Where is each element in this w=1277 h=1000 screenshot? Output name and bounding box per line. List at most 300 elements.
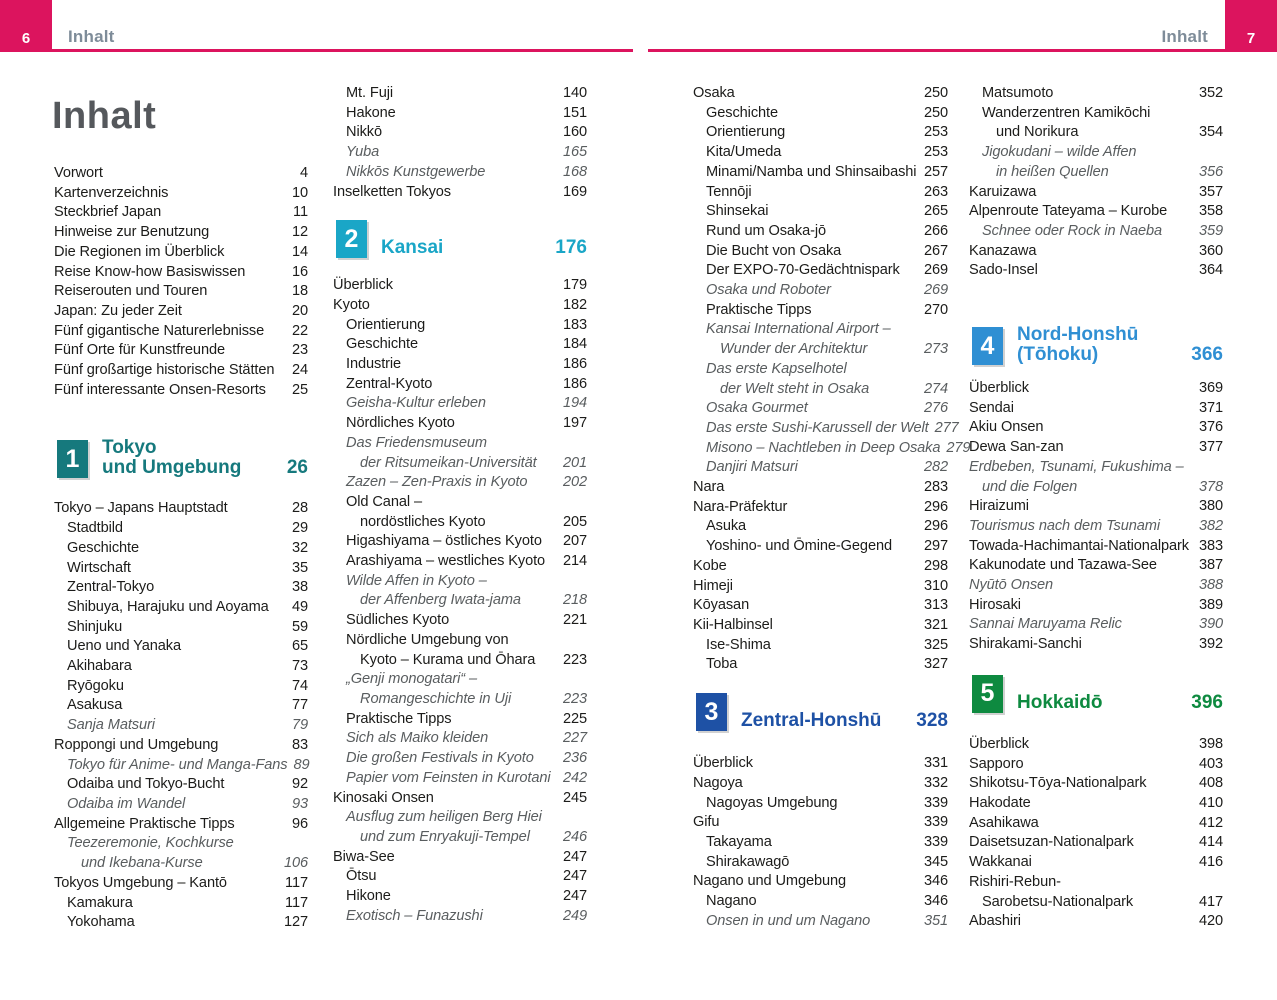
toc-entry — [333, 572, 587, 592]
toc-entry — [969, 615, 1223, 635]
toc-entry — [54, 184, 308, 204]
toc-entry-page: 339 — [923, 794, 948, 811]
toc-entry — [333, 828, 587, 848]
toc-entry-page: 346 — [923, 893, 948, 910]
toc-entry — [693, 616, 948, 636]
toc-entry — [693, 517, 948, 537]
toc-entry — [333, 591, 587, 611]
toc-entry — [693, 320, 948, 340]
section-header — [969, 325, 1223, 365]
toc-entry-label: Zazen – Zen-Praxis in Kyoto — [346, 474, 528, 491]
toc-entry-label: Tokyos Umgebung – Kantō — [54, 874, 227, 891]
toc-entry-label: Das Friedensmuseum — [346, 434, 487, 451]
toc-entry-label: Ōtsu — [346, 868, 377, 885]
toc-entry-label: und Norikura — [996, 124, 1079, 141]
toc-entry-page: 223 — [562, 690, 587, 707]
toc-entry-label: Tourismus nach dem Tsunami — [969, 517, 1160, 534]
toc-entry-page: 4 — [299, 165, 308, 181]
section-title: Kansai — [381, 237, 444, 259]
toc-entry — [693, 655, 948, 675]
toc-entry — [969, 556, 1223, 576]
toc-entry-page: 420 — [1198, 913, 1223, 930]
toc-entry — [969, 379, 1223, 399]
toc-entry — [54, 578, 308, 598]
toc-entry-page: 11 — [293, 204, 308, 221]
toc-entry-label: Überblick — [333, 277, 393, 294]
toc-entry — [333, 907, 587, 927]
toc-entry-label: Überblick — [693, 755, 753, 772]
toc-entry — [333, 769, 587, 789]
toc-entry-label: Sado-Insel — [969, 262, 1038, 279]
toc-entry-label: der Welt steht in Osaka — [720, 380, 870, 397]
toc-entry-label: Alpenroute Tateyama – Kurobe — [969, 203, 1168, 220]
toc-entry-page: 250 — [923, 85, 948, 101]
toc-entry — [54, 618, 308, 638]
toc-entry-label: Shibuya, Harajuku und Aoyama — [67, 598, 269, 615]
toc-entry — [693, 892, 948, 912]
toc-entry-label: Asuka — [706, 518, 747, 535]
right-header-rule — [648, 49, 1225, 52]
toc-entry-label: Stadtbild — [67, 520, 123, 537]
toc-entry-label: Old Canal – — [346, 493, 422, 510]
toc-entry-page: 24 — [291, 362, 308, 379]
toc-entry-label: Hirosaki — [969, 596, 1021, 613]
toc-entry-page: 269 — [923, 282, 948, 299]
toc-entry-label: Yoshino- und Ōmine-Gegend — [706, 538, 892, 555]
toc-entry-page: 32 — [291, 539, 308, 556]
toc-entry-page: 376 — [1198, 419, 1223, 436]
toc-entry-label: Sendai — [969, 399, 1014, 416]
toc-entry — [333, 729, 587, 749]
toc-entry-page: 276 — [923, 400, 948, 417]
toc-entry-label: Kinosaki Onsen — [333, 789, 434, 806]
toc-entry — [54, 815, 308, 835]
toc-entry — [54, 894, 308, 914]
toc-entry — [333, 84, 587, 104]
toc-entry-page: 403 — [1198, 755, 1223, 772]
toc-entry-label: Shirakawagō — [706, 853, 790, 870]
toc-entry — [969, 873, 1223, 893]
toc-entry-group — [969, 379, 1223, 655]
toc-entry-page: 14 — [291, 243, 308, 260]
toc-entry — [333, 163, 587, 183]
section-number-box: 3 — [696, 693, 727, 731]
toc-entry-page: 194 — [562, 395, 587, 412]
toc-entry-label: Erdbeben, Tsunami, Fukushima – — [969, 458, 1184, 475]
toc-entry — [333, 335, 587, 355]
toc-entry — [693, 104, 948, 124]
toc-entry-page: 297 — [923, 538, 948, 555]
toc-entry-label: Wakkanai — [969, 854, 1032, 871]
toc-entry — [54, 164, 308, 184]
toc-entry — [693, 577, 948, 597]
toc-entry-label: Wirtschaft — [67, 559, 131, 576]
toc-entry-label: „Genji monogatari“ – — [346, 671, 478, 688]
toc-entry-label: Überblick — [969, 735, 1029, 752]
toc-entry — [969, 104, 1223, 124]
toc-entry-page: 412 — [1198, 814, 1223, 831]
toc-entry-label: Dewa San-zan — [969, 439, 1064, 456]
toc-entry-label: Ueno und Yanaka — [67, 638, 181, 655]
toc-entry-label: Nördliche Umgebung von — [346, 631, 509, 648]
toc-entry-label: Hakone — [346, 104, 396, 121]
toc-entry-page: 38 — [291, 579, 308, 596]
toc-entry-label: Japan: Zu jeder Zeit — [54, 302, 182, 319]
toc-entry-page: 106 — [283, 855, 308, 872]
toc-entry-page: 223 — [562, 651, 587, 668]
toc-entry — [969, 497, 1223, 517]
toc-entry — [969, 202, 1223, 222]
toc-entry-page: 298 — [923, 557, 948, 574]
toc-entry-label: Nikkō — [346, 124, 382, 141]
toc-entry — [333, 789, 587, 809]
toc-entry-page: 279 — [946, 439, 971, 456]
toc-entry-label: Geschichte — [67, 539, 140, 556]
toc-entry — [333, 808, 587, 828]
toc-entry-label: Sannai Maruyama Relic — [969, 616, 1122, 633]
toc-entry-label: Kii-Halbinsel — [693, 616, 773, 633]
toc-entry-label: Jigokudani – wilde Affen — [982, 144, 1137, 161]
toc-entry — [333, 493, 587, 513]
toc-entry-page: 390 — [1198, 616, 1223, 633]
toc-entry-page: 274 — [923, 380, 948, 397]
toc-entry — [54, 696, 308, 716]
toc-entry-label: Ryōgoku — [67, 677, 124, 694]
toc-entry-page: 273 — [923, 341, 948, 358]
toc-entry-label: und die Folgen — [982, 478, 1078, 495]
toc-entry-label: Fünf gigantische Naturerlebnisse — [54, 322, 265, 339]
section-number-box: 2 — [336, 220, 367, 258]
toc-entry-page: 218 — [562, 592, 587, 609]
toc-entry — [333, 887, 587, 907]
toc-entry — [969, 576, 1223, 596]
toc-entry-label: Kobe — [693, 557, 727, 574]
toc-entry-label: Hinweise zur Benutzung — [54, 224, 210, 241]
toc-entry — [969, 755, 1223, 775]
toc-entry-label: Vorwort — [54, 165, 103, 181]
toc-entry — [333, 867, 587, 887]
section-title: Hokkaidō — [1017, 691, 1103, 713]
toc-entry-label: Kamakura — [67, 894, 133, 911]
toc-entry-label: nordöstliches Kyoto — [360, 513, 486, 530]
toc-entry-page: 23 — [291, 342, 308, 359]
toc-entry-page: 214 — [562, 553, 587, 570]
toc-entry-page: 96 — [291, 815, 308, 832]
toc-entry — [693, 636, 948, 656]
toc-entry-label: Himeji — [693, 577, 733, 594]
toc-entry-label: Geisha-Kultur erleben — [346, 395, 486, 412]
toc-entry — [969, 635, 1223, 655]
toc-entry-page: 249 — [562, 907, 587, 924]
toc-entry — [54, 874, 308, 894]
toc-entry — [333, 394, 587, 414]
toc-entry-page: 74 — [291, 677, 308, 694]
toc-entry-page: 389 — [1198, 596, 1223, 613]
toc-entry-label: Reiserouten und Touren — [54, 283, 208, 300]
toc-entry — [969, 123, 1223, 143]
toc-entry-label: Geschichte — [706, 104, 779, 121]
toc-entry — [693, 419, 959, 439]
toc-entry-label: Osaka Gourmet — [706, 400, 808, 417]
toc-entry-page: 354 — [1198, 124, 1223, 141]
toc-entry-page: 398 — [1198, 735, 1223, 752]
toc-entry-page: 410 — [1198, 794, 1223, 811]
toc-entry-page: 79 — [291, 717, 308, 734]
toc-entry-page: 49 — [291, 598, 308, 615]
toc-entry-page: 339 — [923, 814, 948, 831]
toc-entry-page: 283 — [923, 479, 948, 496]
toc-entry — [54, 361, 308, 381]
toc-entry-page: 352 — [1198, 85, 1223, 101]
toc-entry — [693, 833, 948, 853]
toc-entry — [693, 537, 948, 557]
section-page-number: 396 — [1191, 691, 1223, 713]
section-header — [54, 438, 308, 478]
toc-entry — [333, 611, 587, 631]
toc-entry-page: 16 — [291, 263, 308, 280]
toc-entry-page: 93 — [291, 795, 308, 812]
toc-entry-label: Orientierung — [346, 316, 426, 333]
toc-entry — [969, 458, 1223, 478]
toc-entry — [54, 795, 308, 815]
toc-entry — [693, 340, 948, 360]
toc-entry-label: Nara — [693, 479, 725, 496]
right-page-number-badge — [1225, 0, 1277, 52]
toc-entry-label: Biwa-See — [333, 848, 395, 865]
toc-entry-label: Das erste Kapselhotel — [706, 360, 847, 377]
toc-entry-label: Kakunodate und Tazawa-See — [969, 557, 1157, 574]
toc-entry-label: Rishiri-Rebun- — [969, 873, 1061, 890]
right-running-head: Inhalt — [1161, 27, 1208, 46]
toc-entry-page: 10 — [291, 184, 308, 201]
toc-entry — [54, 598, 308, 618]
toc-entry-label: Orientierung — [706, 124, 786, 141]
toc-entry-label: Danjiri Matsuri — [706, 459, 798, 476]
toc-entry-label: Nagoya — [693, 774, 743, 791]
section-header — [969, 675, 1223, 713]
toc-entry-label: Abashiri — [969, 913, 1021, 930]
toc-entry-page: 263 — [923, 183, 948, 200]
toc-entry — [969, 814, 1223, 834]
toc-entry — [333, 454, 587, 474]
toc-entry-label: Papier vom Feinsten in Kurotani — [346, 769, 551, 786]
toc-entry — [54, 322, 308, 342]
toc-entry — [969, 84, 1223, 104]
toc-entry — [969, 222, 1223, 242]
toc-entry-label: Praktische Tipps — [346, 710, 452, 727]
toc-entry — [333, 434, 587, 454]
toc-entry-label: der Ritsumeikan-Universität — [360, 454, 537, 471]
toc-entry — [54, 559, 308, 579]
toc-entry-page: 369 — [1198, 380, 1223, 397]
toc-entry-label: Nikkōs Kunstgewerbe — [346, 163, 486, 180]
toc-entry — [333, 143, 587, 163]
toc-entry-label: Karuizawa — [969, 183, 1037, 200]
left-running-head: Inhalt — [68, 27, 115, 46]
toc-entry — [693, 458, 948, 478]
toc-entry — [969, 242, 1223, 262]
toc-entry-label: Rund um Osaka-jō — [706, 222, 827, 239]
toc-entry — [54, 243, 308, 263]
toc-entry — [54, 834, 308, 854]
left-page-number: 6 — [21, 30, 31, 47]
toc-entry-page: 253 — [923, 144, 948, 161]
toc-entry-page: 151 — [562, 104, 587, 121]
toc-entry-label: Kartenverzeichnis — [54, 184, 169, 201]
toc-entry-page: 20 — [291, 302, 308, 319]
toc-entry-page: 184 — [562, 336, 587, 353]
toc-entry-label: Asahikawa — [969, 814, 1039, 831]
toc-entry-page: 245 — [562, 789, 587, 806]
toc-entry-label: Nara-Präfektur — [693, 498, 788, 515]
toc-entry-label: Onsen in und um Nagano — [706, 912, 871, 929]
section-header — [333, 220, 587, 258]
toc-entry-page: 325 — [923, 636, 948, 653]
toc-entry — [54, 775, 308, 795]
toc-entry — [969, 893, 1223, 913]
toc-entry — [969, 517, 1223, 537]
toc-entry — [693, 301, 948, 321]
toc-entry — [693, 478, 948, 498]
toc-entry-label: Kyoto — [333, 296, 370, 313]
toc-entry-page: 165 — [562, 144, 587, 161]
toc-entry-label: Sapporo — [969, 755, 1024, 772]
toc-entry — [969, 399, 1223, 419]
toc-entry — [333, 749, 587, 769]
toc-entry-label: Kita/Umeda — [706, 144, 782, 161]
toc-entry — [693, 912, 948, 932]
toc-entry-page: 179 — [562, 277, 587, 294]
toc-entry-page: 331 — [923, 755, 948, 772]
toc-entry-group — [693, 84, 971, 675]
toc-entry-page: 221 — [562, 612, 587, 629]
toc-entry — [693, 853, 948, 873]
section-page-number: 366 — [1191, 344, 1223, 366]
toc-entry-page: 12 — [291, 224, 308, 241]
toc-entry-label: Gifu — [693, 814, 720, 831]
section-page-number: 176 — [555, 237, 587, 259]
toc-entry-label: Hiraizumi — [969, 498, 1029, 515]
toc-entry — [969, 912, 1223, 932]
toc-entry-label: Fünf großartige historische Stätten — [54, 362, 275, 379]
toc-entry-page: 270 — [923, 301, 948, 318]
toc-entry — [54, 677, 308, 697]
toc-entry — [693, 163, 948, 183]
toc-entry-page: 321 — [923, 616, 948, 633]
toc-entry-label: Shirakami-Sanchi — [969, 636, 1082, 653]
toc-entry — [333, 123, 587, 143]
toc-entry-page: 359 — [1198, 222, 1223, 239]
toc-entry-label: Die großen Festivals in Kyoto — [346, 750, 534, 767]
toc-entry-label: Tokyo für Anime- und Manga-Fans — [67, 756, 288, 773]
toc-entry-page: 414 — [1198, 834, 1223, 851]
toc-entry — [333, 375, 587, 395]
toc-entry-label: Wilde Affen in Kyoto – — [346, 572, 487, 589]
toc-entry-label: Ise-Shima — [706, 636, 771, 653]
toc-column-2 — [333, 84, 587, 926]
toc-entry-page: 253 — [923, 124, 948, 141]
toc-entry-page: 22 — [291, 322, 308, 339]
toc-entry-label: Towada-Hachimantai-Nationalpark — [969, 537, 1189, 554]
toc-entry-group — [969, 735, 1223, 932]
toc-entry-page: 265 — [923, 203, 948, 220]
toc-entry-page: 383 — [1198, 537, 1223, 554]
toc-entry-label: Sarobetsu-Nationalpark — [982, 893, 1134, 910]
toc-entry-label: Geschichte — [346, 336, 419, 353]
toc-entry — [693, 222, 948, 242]
toc-entry-label: Sanja Matsuri — [67, 717, 155, 734]
toc-entry-label: Yuba — [346, 144, 380, 161]
toc-entry — [333, 710, 587, 730]
toc-entry-page: 242 — [562, 769, 587, 786]
toc-entry-label: und Ikebana-Kurse — [81, 855, 203, 872]
toc-entry — [54, 854, 308, 874]
toc-entry-page: 247 — [562, 868, 587, 885]
toc-entry-page: 127 — [283, 914, 308, 931]
toc-entry-page: 371 — [1198, 399, 1223, 416]
toc-entry-page: 257 — [923, 163, 948, 180]
toc-entry-label: Schnee oder Rock in Naeba — [982, 222, 1163, 239]
toc-entry — [333, 670, 587, 690]
section-title: Nord-Honshū (Tōhoku) — [1017, 324, 1139, 366]
toc-entry — [54, 657, 308, 677]
toc-entry-label: Matsumoto — [982, 85, 1054, 101]
toc-entry-page: 387 — [1198, 557, 1223, 574]
toc-entry-label: Osaka und Roboter — [706, 282, 831, 299]
toc-entry — [333, 316, 587, 336]
toc-entry — [333, 296, 587, 316]
toc-entry-page: 182 — [562, 296, 587, 313]
toc-entry-page: 247 — [562, 848, 587, 865]
toc-entry — [54, 913, 308, 933]
toc-entry-label: Steckbrief Japan — [54, 204, 162, 221]
toc-entry — [333, 104, 587, 124]
toc-entry-label: Nagano — [706, 893, 757, 910]
toc-entry-label: Shinjuku — [67, 618, 123, 635]
toc-entry — [693, 123, 948, 143]
toc-entry-page: 92 — [291, 776, 308, 793]
toc-entry-page: 332 — [923, 774, 948, 791]
toc-column-3 — [693, 84, 971, 931]
toc-entry-page: 25 — [291, 381, 308, 398]
section-number-box: 5 — [972, 675, 1003, 713]
section-page-number: 26 — [286, 457, 308, 479]
toc-entry — [54, 637, 308, 657]
section-header — [693, 693, 948, 731]
toc-entry-label: Roppongi und Umgebung — [54, 736, 219, 753]
toc-entry-label: Kyoto – Kurama und Ōhara — [360, 651, 536, 668]
toc-entry-label: Südliches Kyoto — [346, 612, 450, 629]
toc-entry — [969, 143, 1223, 163]
toc-entry-page: 360 — [1198, 242, 1223, 259]
toc-entry-label: Die Bucht von Osaka — [706, 242, 842, 259]
toc-entry-label: in heißen Quellen — [996, 163, 1109, 180]
toc-entry-label: Kansai International Airport – — [706, 321, 891, 338]
toc-entry — [969, 794, 1223, 814]
toc-entry-page: 169 — [562, 183, 587, 200]
toc-entry — [333, 513, 587, 533]
section-title: Zentral-Honshū — [741, 710, 882, 732]
toc-entry — [54, 263, 308, 283]
toc-entry — [693, 596, 948, 616]
toc-entry-page: 266 — [923, 222, 948, 239]
toc-entry — [333, 552, 587, 572]
toc-entry — [54, 302, 308, 322]
toc-entry-page: 296 — [923, 498, 948, 515]
toc-entry-label: Toba — [706, 656, 738, 673]
toc-entry-page: 160 — [562, 124, 587, 141]
toc-entry-label: Hakodate — [969, 794, 1031, 811]
